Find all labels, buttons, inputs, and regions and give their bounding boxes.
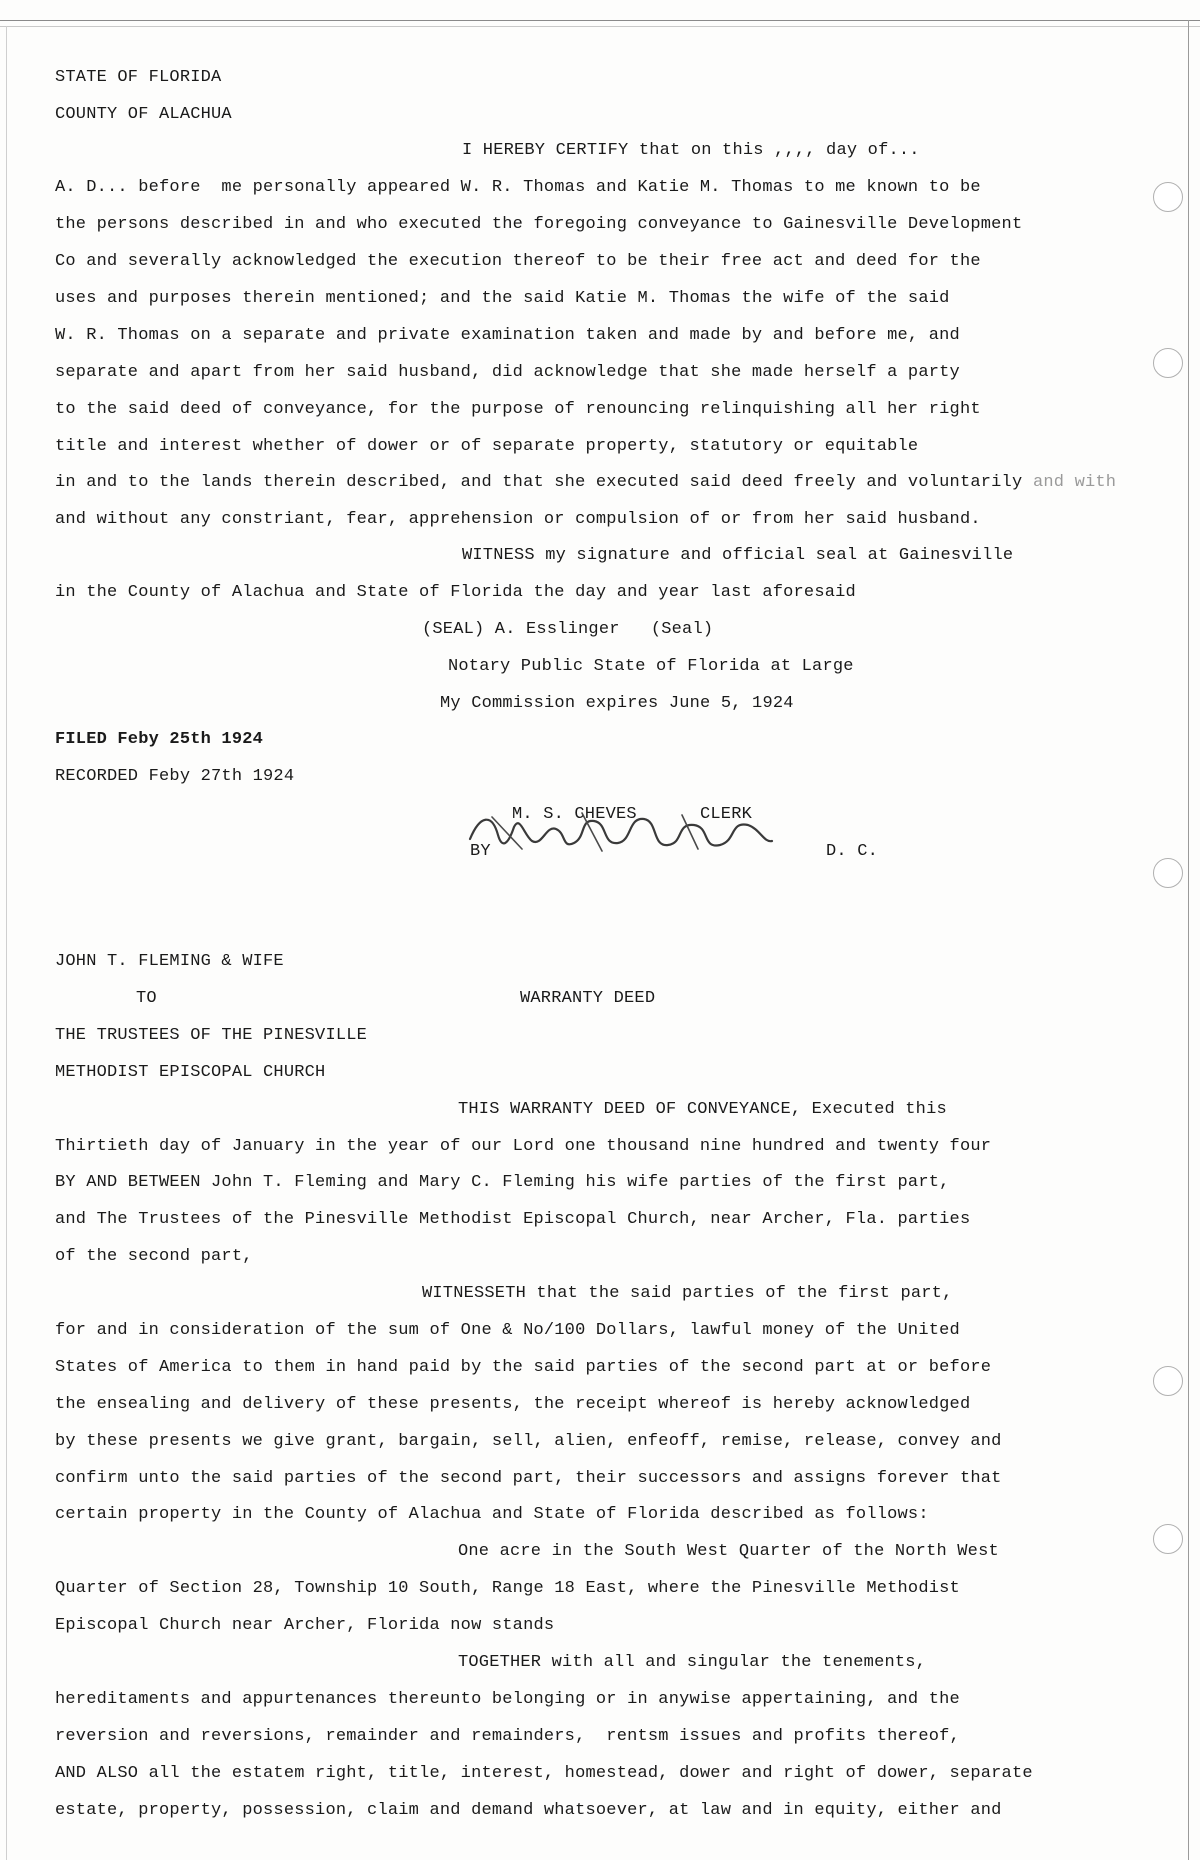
deed-line: AND ALSO all the estatem right, title, interest, homestead, dower and right of dower, separate bbox=[55, 1764, 1033, 1783]
notary-title: Notary Public State of Florida at Large bbox=[448, 657, 854, 676]
certificate-line: in and to the lands therein described, and that she executed said deed freely and voluntarily bbox=[55, 473, 1023, 492]
deed-line: hereditaments and appurtenances thereunto belonging or in anywise appertaining, and the bbox=[55, 1690, 960, 1709]
certificate-line: the persons described in and who executed the foregoing conveyance to Gainesville Development bbox=[55, 215, 1023, 234]
property-description: Episcopal Church near Archer, Florida now stands bbox=[55, 1616, 555, 1635]
binder-hole bbox=[1153, 858, 1183, 888]
certificate-line: in the County of Alachua and State of Florida the day and year last aforesaid bbox=[55, 583, 856, 602]
witness-line: WITNESS my signature and official seal at Gainesville bbox=[462, 546, 1014, 565]
property-description: One acre in the South West Quarter of the North West bbox=[458, 1542, 999, 1561]
page-top-edge bbox=[0, 20, 1200, 21]
binder-hole bbox=[1153, 348, 1183, 378]
deed-line: confirm unto the said parties of the second part, their successors and assigns forever that bbox=[55, 1469, 1002, 1488]
page-right-edge bbox=[1188, 20, 1189, 1860]
county-heading: COUNTY OF ALACHUA bbox=[55, 105, 232, 124]
binder-hole bbox=[1153, 182, 1183, 212]
notary-name: (SEAL) A. Esslinger (Seal) bbox=[422, 620, 714, 639]
deed-line: THIS WARRANTY DEED OF CONVEYANCE, Executed this bbox=[458, 1100, 947, 1119]
struck-fragment: and with bbox=[1033, 473, 1117, 492]
grantee-line: METHODIST EPISCOPAL CHURCH bbox=[55, 1063, 326, 1082]
deed-line: Thirtieth day of January in the year of our Lord one thousand nine hundred and twenty four bbox=[55, 1137, 992, 1156]
by-label: BY bbox=[470, 842, 491, 861]
deed-line: States of America to them in hand paid by the said parties of the second part at or before bbox=[55, 1358, 992, 1377]
deed-line: reversion and reversions, remainder and remainders, rentsm issues and profits thereof, bbox=[55, 1727, 960, 1746]
to-line: TO bbox=[136, 989, 157, 1008]
certificate-line: separate and apart from her said husband, did acknowledge that she made herself a party bbox=[55, 363, 960, 382]
page-left-edge bbox=[6, 26, 7, 1860]
deed-line: of the second part, bbox=[55, 1247, 253, 1266]
state-heading: STATE OF FLORIDA bbox=[55, 68, 222, 87]
document-type: WARRANTY DEED bbox=[520, 989, 656, 1008]
deed-line: estate, property, possession, claim and demand whatsoever, at law and in equity, either and bbox=[55, 1801, 1002, 1820]
certificate-line: I HEREBY CERTIFY that on this ,,,, day of... bbox=[462, 141, 920, 160]
clerk-title: CLERK bbox=[700, 805, 753, 824]
certificate-line: title and interest whether of dower or of separate property, statutory or equitable bbox=[55, 437, 919, 456]
deed-line: TOGETHER with all and singular the tenements, bbox=[458, 1653, 927, 1672]
deed-line: the ensealing and delivery of these presents, the receipt whereof is hereby acknowledged bbox=[55, 1395, 971, 1414]
certificate-line: A. D... before me personally appeared W. R. Thomas and Katie M. Thomas to me known to be bbox=[55, 178, 981, 197]
grantor-line: JOHN T. FLEMING & WIFE bbox=[55, 952, 284, 971]
deed-line: BY AND BETWEEN John T. Fleming and Mary C. Fleming his wife parties of the first part, bbox=[55, 1173, 950, 1192]
certificate-line: Co and severally acknowledged the execution thereof to be their free act and deed for the bbox=[55, 252, 981, 271]
deed-line: WITNESSETH that the said parties of the first part, bbox=[422, 1284, 953, 1303]
grantee-line: THE TRUSTEES OF THE PINESVILLE bbox=[55, 1026, 368, 1045]
clerk-signature bbox=[462, 805, 780, 857]
certificate-line: W. R. Thomas on a separate and private examination taken and made by and before me, and bbox=[55, 326, 960, 345]
binder-hole bbox=[1153, 1366, 1183, 1396]
property-description: Quarter of Section 28, Township 10 South, Range 18 East, where the Pinesville Methodist bbox=[55, 1579, 960, 1598]
clerk-name: M. S. CHEVES bbox=[512, 805, 637, 824]
certificate-line: and without any constriant, fear, apprehension or compulsion of or from her said husband. bbox=[55, 510, 981, 529]
deed-line: and The Trustees of the Pinesville Methodist Episcopal Church, near Archer, Fla. parties bbox=[55, 1210, 971, 1229]
certificate-line: to the said deed of conveyance, for the purpose of renouncing relinquishing all her right bbox=[55, 400, 981, 419]
certificate-line: uses and purposes therein mentioned; and the said Katie M. Thomas the wife of the said bbox=[55, 289, 950, 308]
deed-line: by these presents we give grant, bargain, sell, alien, enfeoff, remise, release, convey and bbox=[55, 1432, 1002, 1451]
deputy-clerk-label: D. C. bbox=[826, 842, 879, 861]
binder-hole bbox=[1153, 1524, 1183, 1554]
commission-expiry: My Commission expires June 5, 1924 bbox=[440, 694, 794, 713]
recorded-stamp: RECORDED Feby 27th 1924 bbox=[55, 767, 295, 786]
deed-line: certain property in the County of Alachua and State of Florida described as follows: bbox=[55, 1505, 929, 1524]
page-top-edge-inner bbox=[0, 26, 1200, 27]
filed-stamp: FILED Feby 25th 1924 bbox=[55, 730, 264, 749]
deed-line: for and in consideration of the sum of One & No/100 Dollars, lawful money of the United bbox=[55, 1321, 960, 1340]
